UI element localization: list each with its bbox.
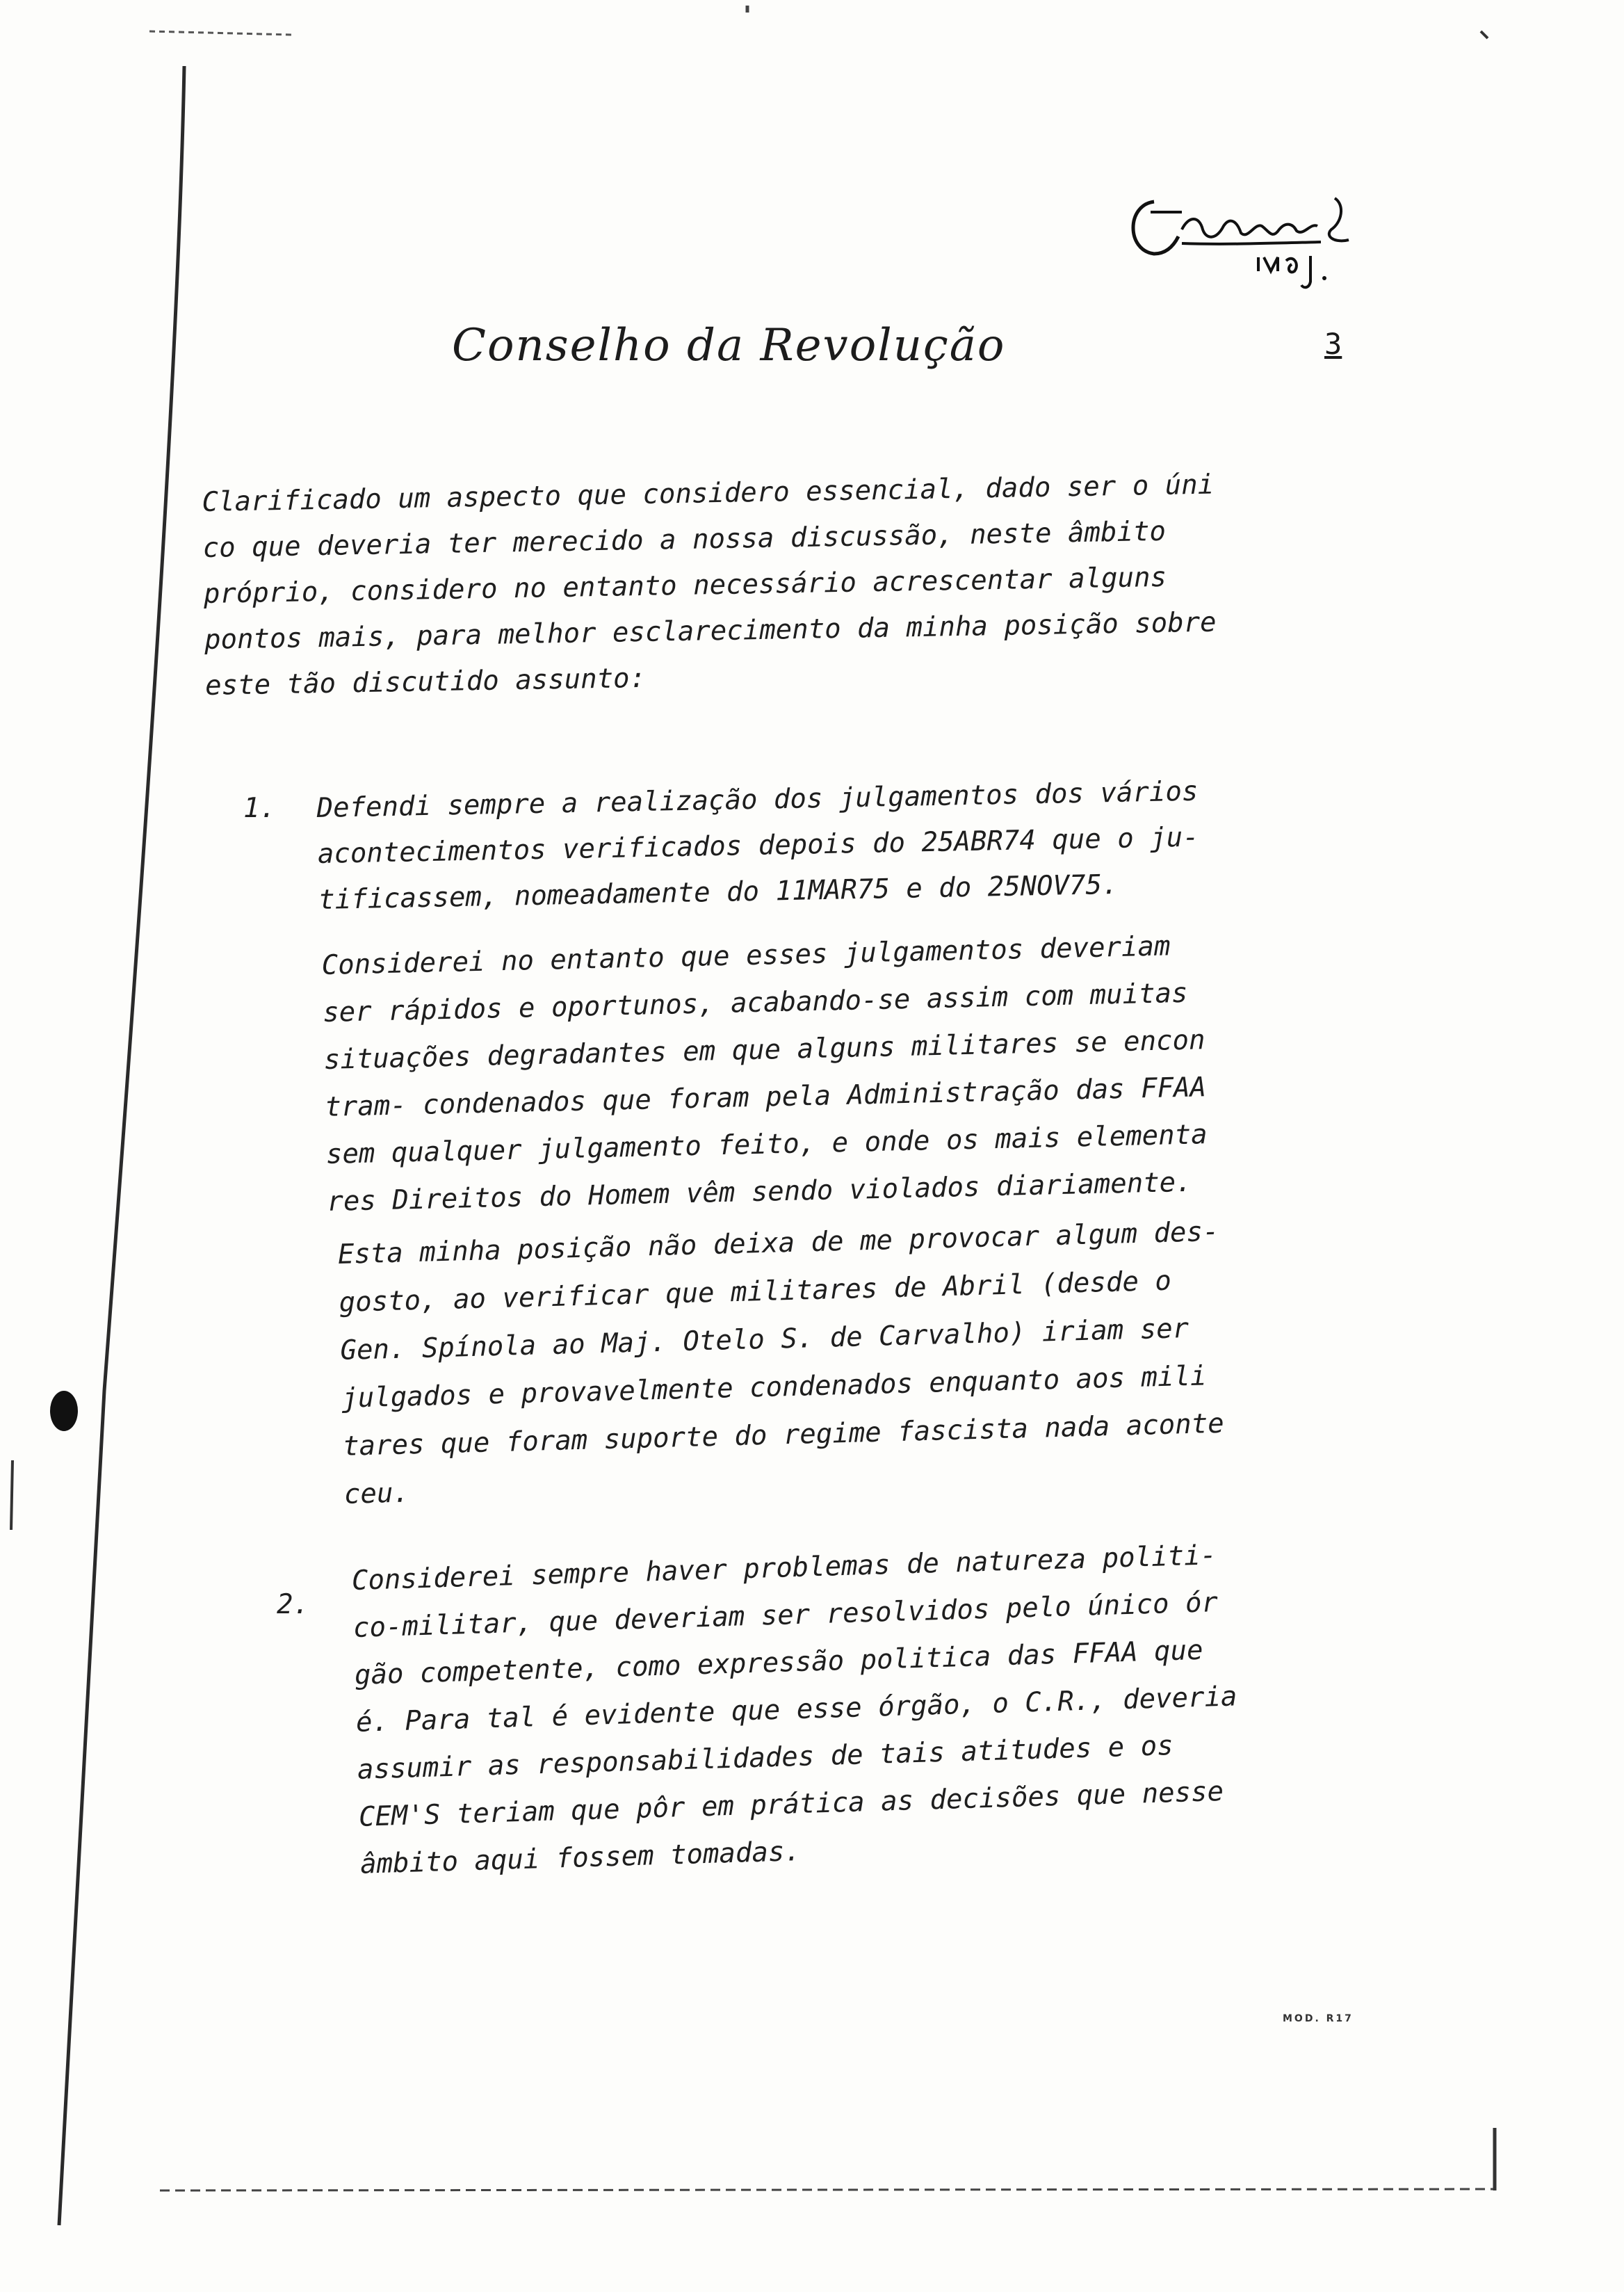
text-line: situações degradantes em que alguns militares se encon (323, 1024, 1205, 1076)
text-line: assumir as responsabilidades de tais atitudes e os (357, 1730, 1174, 1786)
text-line: sem qualquer julgamento feito, e onde os mais elementa (325, 1119, 1208, 1170)
intro-paragraph (202, 462, 1217, 709)
form-code: MOD. R17 (1283, 2013, 1354, 2024)
text-line: Defendi sempre a realização dos julgamentos dos vários (316, 775, 1199, 824)
text-line: âmbito aqui fossem tomadas. (359, 1836, 802, 1880)
signature (1112, 174, 1377, 299)
text-line: tram- condenados que foram pela Administração das FFAA (324, 1072, 1207, 1123)
text-line: res Direitos do Homem vêm sendo violados diariamente. (326, 1166, 1193, 1218)
text-line: este tão discutido assunto: (204, 662, 647, 702)
item-2-paragraph-1 (351, 1531, 1242, 1888)
text-line: Considerei sempre haver problemas de natureza politi- (351, 1540, 1217, 1597)
text-line: gão competente, como expressão politica das FFAA que (354, 1634, 1204, 1691)
text-line: julgados e provavelmente condenados enquanto aos mili (341, 1360, 1207, 1414)
item-1-paragraph-1 (316, 769, 1200, 923)
punch-hole (50, 1391, 78, 1431)
item-1-paragraph-2 (321, 922, 1209, 1226)
text-line: acontecimentos verificados depois do 25ABR74 que o ju- (317, 821, 1200, 870)
page-number: 3 (1324, 327, 1342, 361)
text-line: Clarificado um aspecto que considero essencial, dado ser o úni (202, 469, 1215, 518)
text-line: tares que foram suporte do regime fascista nada aconte (342, 1407, 1225, 1462)
text-line: CEM'S teriam que pôr em prática as decisões que nesse (358, 1775, 1224, 1833)
text-line: Considerei no entanto que esses julgamentos deveriam (321, 930, 1171, 981)
text-line: co-militar, que deveriam ser resolvidos pelo único ór (352, 1587, 1219, 1644)
letterhead-title: Conselho da Revolução (452, 320, 1006, 371)
text-line: é. Para tal é evidente que esse órgão, o C.R., deveria (355, 1681, 1238, 1738)
text-line: ser rápidos e oportunos, acabando-se assim com muitas (322, 977, 1188, 1028)
item-number: 2. (277, 1589, 309, 1620)
text-line: tificassem, nomeadamente do 11MAR75 e do 25NOV75. (318, 869, 1119, 916)
item-number: 1. (243, 793, 276, 824)
text-line: Esta minha posição não deixa de me provocar algum des- (337, 1216, 1219, 1270)
item-1-paragraph-3 (337, 1208, 1226, 1519)
text-line: ceu. (343, 1477, 410, 1510)
text-line: próprio, considero no entanto necessário acrescentar alguns (203, 561, 1167, 610)
text-line: co que deveria ter merecido a nossa discussão, neste âmbito (202, 515, 1167, 564)
text-line: pontos mais, para melhor esclarecimento da minha posição sobre (204, 606, 1217, 656)
text-line: Gen. Spínola ao Maj. Otelo S. de Carvalho) iriam ser (339, 1312, 1189, 1366)
text-line: gosto, ao verificar que militares de Abril (desde o (339, 1265, 1172, 1318)
